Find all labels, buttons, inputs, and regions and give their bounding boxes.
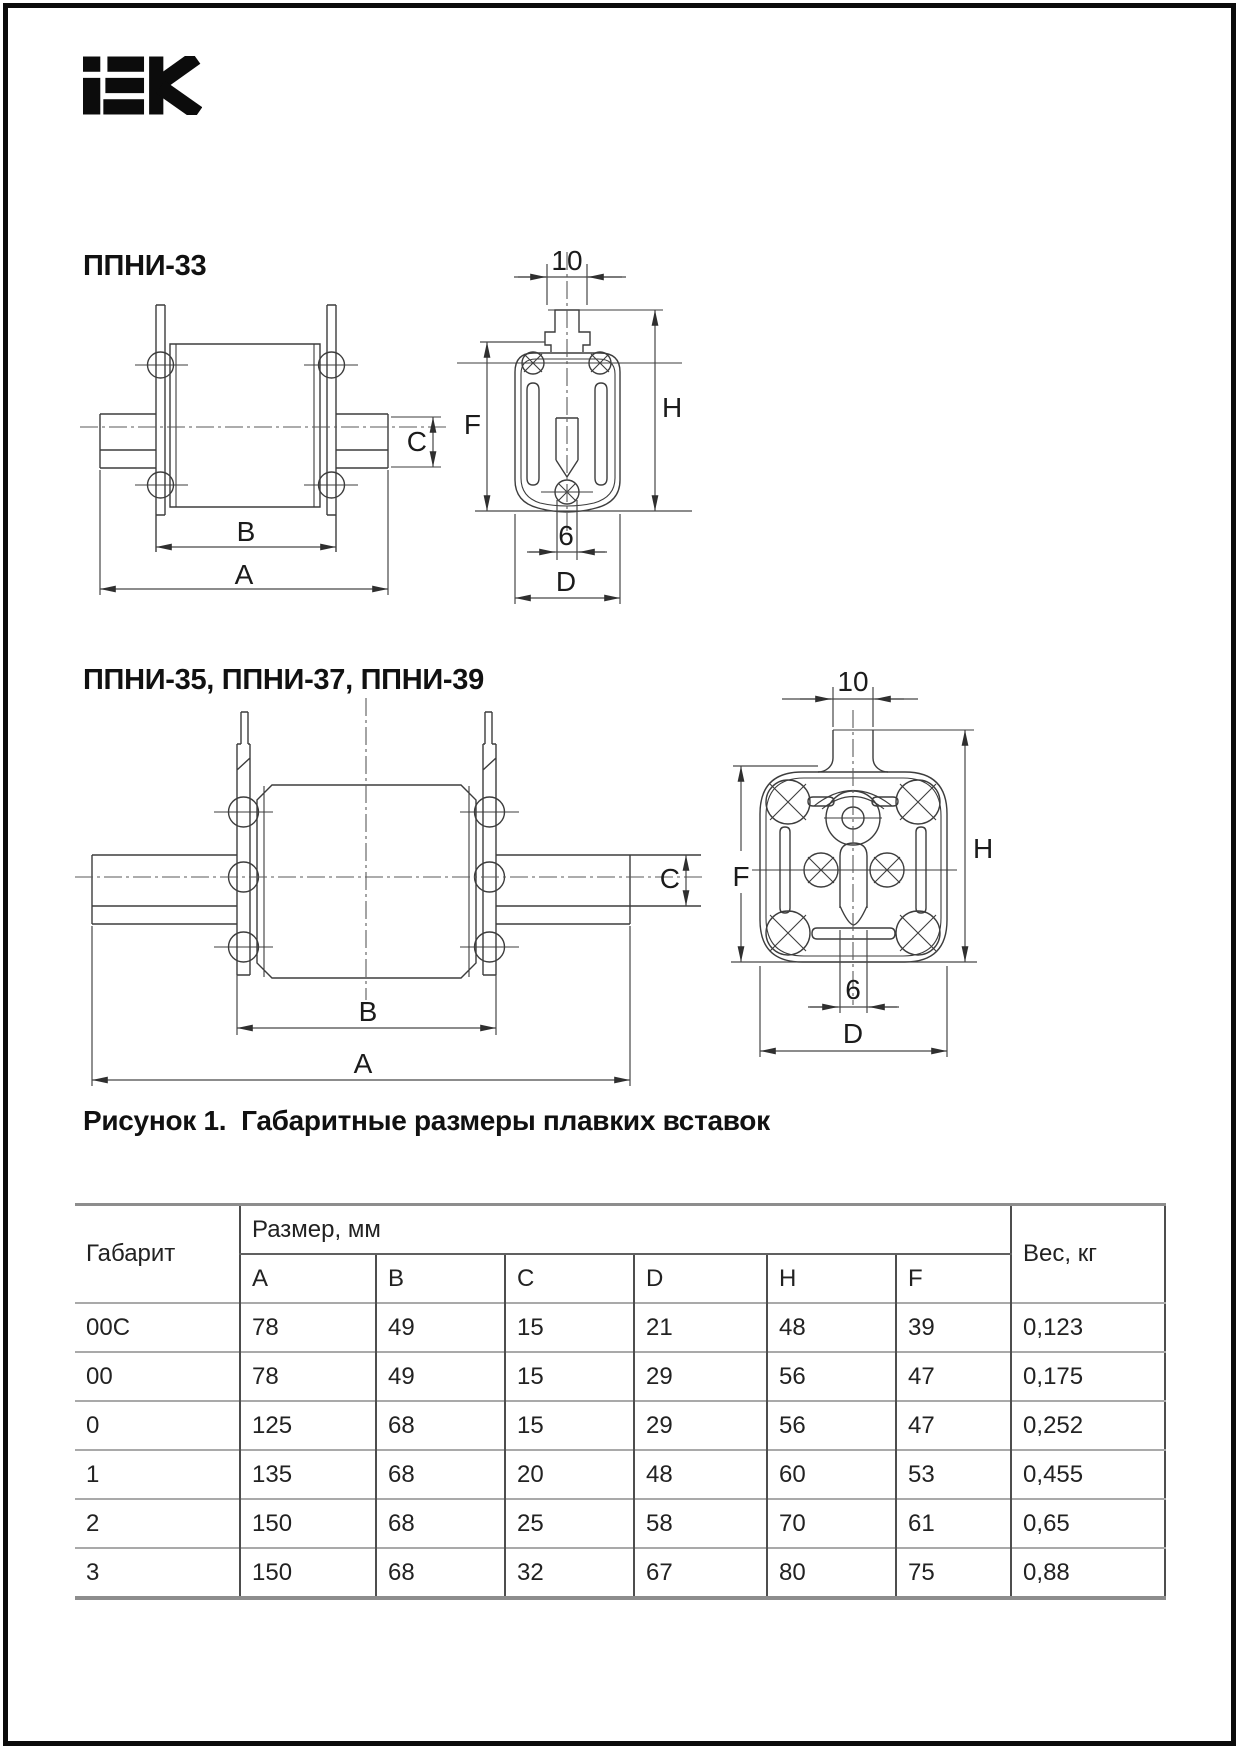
ppni35-front-view xyxy=(75,698,705,1086)
cell-weight: 0,88 xyxy=(1011,1548,1165,1598)
table-row xyxy=(75,1450,1165,1499)
iek-logo xyxy=(83,56,202,115)
cell-h: 56 xyxy=(767,1401,896,1450)
dim-label-6: 6 xyxy=(558,520,574,551)
dim-label-b: B xyxy=(358,996,378,1027)
cell-b: 68 xyxy=(376,1401,505,1450)
cell-a: 78 xyxy=(240,1352,376,1401)
cell-h: 60 xyxy=(767,1450,896,1499)
dim-label-f: F xyxy=(732,861,750,892)
cell-f: 75 xyxy=(896,1548,1011,1598)
cell-a: 150 xyxy=(240,1499,376,1548)
table-row xyxy=(75,1499,1165,1548)
size-col-f: F xyxy=(896,1254,1011,1303)
cell-gabarit: 1 xyxy=(75,1450,240,1499)
cell-weight: 0,252 xyxy=(1011,1401,1165,1450)
col-header-gabarit: Габарит xyxy=(86,1240,176,1267)
cell-h: 80 xyxy=(767,1548,896,1598)
cell-c: 25 xyxy=(505,1499,634,1548)
cell-d: 21 xyxy=(634,1303,767,1352)
cell-d: 29 xyxy=(634,1401,767,1450)
size-col-b: B xyxy=(376,1254,505,1303)
dim-label-a: A xyxy=(353,1048,373,1079)
dim-label-d: D xyxy=(842,1018,864,1049)
drawing1-title: ППНИ-33 xyxy=(83,250,207,282)
dimensions-table xyxy=(75,1203,1166,1600)
dim-label-f: F xyxy=(463,409,481,440)
dim-label-10: 10 xyxy=(837,666,869,697)
cell-h: 56 xyxy=(767,1352,896,1401)
ppni33-end-view xyxy=(457,245,692,604)
dim-label-10: 10 xyxy=(551,245,583,276)
cell-f: 47 xyxy=(896,1352,1011,1401)
size-col-c: C xyxy=(505,1254,634,1303)
cell-a: 78 xyxy=(240,1303,376,1352)
cell-gabarit: 0 xyxy=(75,1401,240,1450)
cell-h: 48 xyxy=(767,1303,896,1352)
cell-weight: 0,175 xyxy=(1011,1352,1165,1401)
cell-b: 68 xyxy=(376,1499,505,1548)
cell-f: 39 xyxy=(896,1303,1011,1352)
cell-c: 32 xyxy=(505,1548,634,1598)
cell-gabarit: 3 xyxy=(75,1548,240,1598)
dim-label-b: B xyxy=(236,516,256,547)
cell-gabarit: 00 xyxy=(75,1352,240,1401)
drawing2-title: ППНИ-35, ППНИ-37, ППНИ-39 xyxy=(83,664,484,696)
size-col-d: D xyxy=(634,1254,767,1303)
table-row xyxy=(75,1303,1165,1352)
cell-h: 70 xyxy=(767,1499,896,1548)
col-header-size-mm: Размер, мм xyxy=(240,1205,1011,1255)
figure-caption: Рисунок 1. Габаритные размеры плавких вставок xyxy=(83,1105,770,1136)
cell-weight: 0,65 xyxy=(1011,1499,1165,1548)
cell-c: 20 xyxy=(505,1450,634,1499)
cell-c: 15 xyxy=(505,1401,634,1450)
dim-label-d: D xyxy=(555,566,577,597)
cell-f: 53 xyxy=(896,1450,1011,1499)
cell-b: 49 xyxy=(376,1352,505,1401)
dim-label-6: 6 xyxy=(845,974,861,1005)
cell-weight: 0,123 xyxy=(1011,1303,1165,1352)
dim-label-h: H xyxy=(973,833,994,864)
dim-label-c: C xyxy=(406,426,427,457)
cell-b: 68 xyxy=(376,1450,505,1499)
cell-a: 125 xyxy=(240,1401,376,1450)
cell-gabarit: 2 xyxy=(75,1499,240,1548)
dim-label-a: A xyxy=(234,559,254,590)
cell-d: 48 xyxy=(634,1450,767,1499)
cell-c: 15 xyxy=(505,1352,634,1401)
size-col-h: H xyxy=(767,1254,896,1303)
table-header-row xyxy=(75,1205,1165,1255)
cell-a: 135 xyxy=(240,1450,376,1499)
cell-gabarit: 00C xyxy=(75,1303,240,1352)
cell-a: 150 xyxy=(240,1548,376,1598)
cell-f: 47 xyxy=(896,1401,1011,1450)
cell-b: 49 xyxy=(376,1303,505,1352)
cell-c: 15 xyxy=(505,1303,634,1352)
table-row xyxy=(75,1401,1165,1450)
ppni35-end-view xyxy=(731,666,993,1057)
cell-d: 67 xyxy=(634,1548,767,1598)
size-col-a: A xyxy=(240,1254,376,1303)
cell-d: 29 xyxy=(634,1352,767,1401)
cell-b: 68 xyxy=(376,1548,505,1598)
dim-label-c: C xyxy=(659,863,680,894)
cell-d: 58 xyxy=(634,1499,767,1548)
table-row xyxy=(75,1352,1165,1401)
cell-f: 61 xyxy=(896,1499,1011,1548)
cell-weight: 0,455 xyxy=(1011,1450,1165,1499)
dim-label-h: H xyxy=(662,392,683,423)
col-header-weight: Вес, кг xyxy=(1011,1205,1165,1304)
table-row xyxy=(75,1548,1165,1598)
ppni33-front-view xyxy=(80,305,448,595)
